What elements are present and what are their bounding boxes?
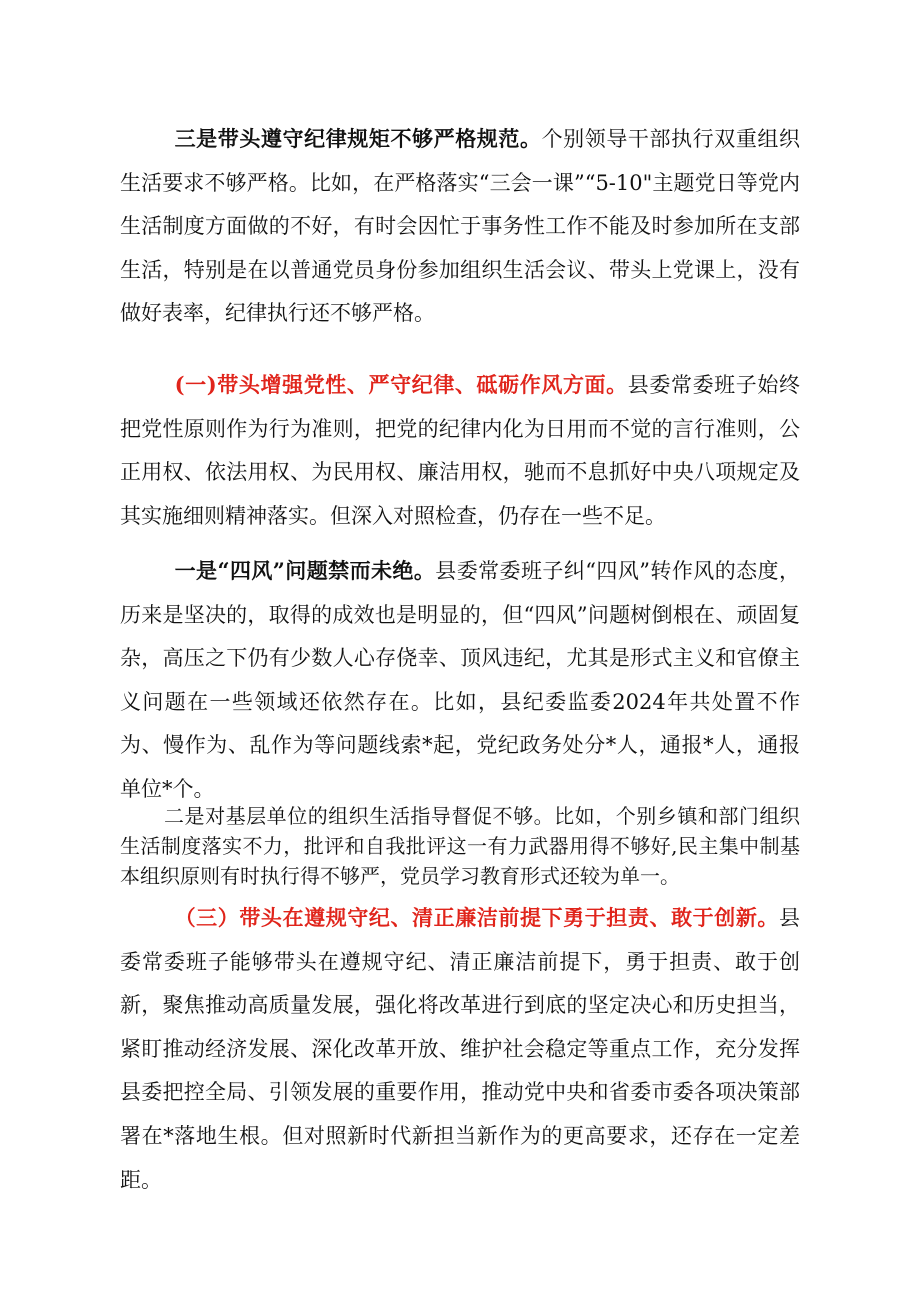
paragraph-section-one: [120, 363, 800, 538]
paragraph-section-three: [120, 896, 800, 1202]
section-heading: (一)带头增强党性、严守纪律、砥砺作风方面。: [174, 372, 628, 397]
paragraph-discipline-standards: [120, 117, 800, 336]
paragraph-four-winds: [120, 549, 800, 812]
paragraph-body: 县委常委班子纠“四风”转作风的态度，历来是坚决的，取得的成效也是明显的，但“四风”问题树倒根在、顽固复杂，高压之下仍有少数人心存侥幸、顶风违纪，尤其是形式主义和官僚主义问题在一些领域还依然存在。比如，县纪委监委2024年共处置不作为、慢作为、乱作为等问题线索*起，党纪政务处分*人，通报*人，通报单位*个。: [120, 559, 800, 801]
section-heading: （三）带头在遵规守纪、清正廉洁前提下勇于担责、敢于创新。: [174, 905, 779, 930]
paragraph-lead: 一是“四风”问题禁而未绝。: [174, 558, 436, 583]
paragraph-grassroots-guidance: [120, 801, 800, 891]
paragraph-body: 县委常委班子始终把党性原则作为行为准则，把党的纪律内化为日用而不觉的言行准则，公正用权、依法用权、为民用权、廉洁用权，驰而不息抓好中央八项规定及其实施细则精神落实。但深入对照检查，仍存在一些不足。: [120, 373, 800, 528]
paragraph-body: 二是对基层单位的组织生活指导督促不够。比如，个别乡镇和部门组织生活制度落实不力，批评和自我批评这一有力武器用得不够好,民主集中制基本组织原则有时执行得不够严，党员学习教育形式还较为单一。: [120, 804, 800, 888]
paragraph-body: 县委常委班子能够带头在遵规守纪、清正廉洁前提下，勇于担责、敢于创新，聚焦推动高质量发展，强化将改革进行到底的坚定决心和历史担当，紧盯推动经济发展、深化改革开放、维护社会稳定等重点工作，充分发挥县委把控全局、引领发展的重要作用，推动党中央和省委市委各项决策部署在*落地生根。但对照新时代新担当新作为的更高要求，还存在一定差距。: [120, 906, 800, 1192]
paragraph-lead: 三是带头遵守纪律规矩不够严格规范。: [174, 126, 542, 151]
paragraph-body: 个别领导干部执行双重组织生活要求不够严格。比如，在严格落实“三会一课”“5-10"主题党日等党内生活制度方面做的不好，有时会因忙于事务性工作不能及时参加所在支部生活，特别是在以普通党员身份参加组织生活会议、带头上党课上，没有做好表率，纪律执行还不够严格。: [120, 127, 801, 326]
